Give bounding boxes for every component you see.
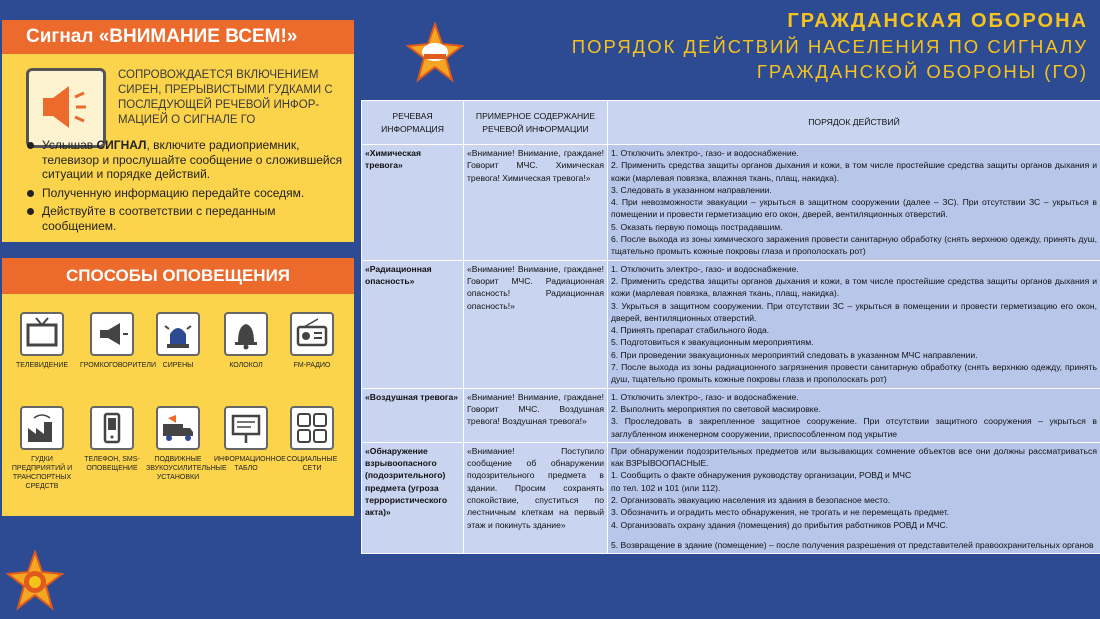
channel-label: СИРЕНЫ: [162, 362, 194, 369]
instruction-item: [24, 138, 344, 182]
action-step: 1. Сообщить о факте обнаружения руководству организации, РОВД и МЧС: [611, 470, 912, 481]
channel-item: [280, 312, 344, 370]
speech-info-cell: «Обнаружение взрывоопасного (подозрительного) предмета (угроза террористического акта)»: [362, 442, 464, 553]
info-board-icon: [224, 406, 268, 450]
action-step: 3. Укрыться в защитном сооружении. При отсутствии ЗС – укрыться в помещении и провести герметизацию его окон, дверей, вентиляционных отверстий.: [611, 300, 1097, 323]
social-networks-icon: [290, 406, 334, 450]
channel-label: ГУДКИ ПРЕДПРИЯТИЙ И ТРАНСПОРТНЫХ СРЕДСТВ: [11, 456, 73, 490]
action-step: 1. Отключить электро-, газо- и водоснабжение.: [611, 263, 799, 274]
action-step: 3. Обозначить и оградить место обнаружения, не трогать и не перемещать предмет.: [611, 507, 950, 518]
radio-icon: [290, 312, 334, 356]
signal-title: Сигнал «ВНИМАНИЕ ВСЕМ!»: [2, 20, 354, 54]
channel-item: [146, 406, 227, 482]
channel-item: [214, 312, 278, 370]
table-row: [362, 145, 1100, 261]
instruction-item: Полученную информацию передайте соседям.: [24, 186, 344, 201]
action-step: 5. Подготовиться к эвакуационным мероприятиям.: [611, 337, 814, 348]
speech-content-cell: «Внимание! Внимание, граждане! Говорит МЧС. Радиационная опасность! Радиационная опасность!»: [464, 260, 608, 388]
action-step: 4. При невозможности эвакуации – укрыться в защитном сооружении (далее – ЗС). При отсутствии ЗС – укрыться в помещении и провести герметизацию его окон, дверей, вентиляционных отверстий.: [611, 197, 1097, 220]
channel-label: ТЕЛЕВИДЕНИЕ: [15, 362, 69, 369]
factory-icon: [20, 406, 64, 450]
actions-cell: [608, 145, 1100, 261]
phone-icon: [90, 406, 134, 450]
signal-description: СОПРОВОЖДАЕТСЯ ВКЛЮЧЕНИЕМ СИРЕН, ПРЕРЫВИСТЫМИ ГУДКАМИ С ПОСЛЕДУЮЩЕЙ РЕЧЕВОЙ ИНФОР-МАЦИЕЙ О СИГНАЛЕ ГО: [118, 69, 333, 126]
channel-label: ТЕЛЕФОН, SMS-ОПОВЕЩЕНИЕ: [84, 456, 140, 472]
action-step: 2. Применить средства защиты органов дыхания и кожи, в том числе простейшие средства защиты органов дыхания и кожи (марлевая повязка, влажная ткань, плащ, накидка).: [611, 160, 1097, 183]
action-step: 2. Организовать эвакуацию населения из здания в безопасное место.: [611, 495, 891, 506]
left-panel: [0, 0, 358, 619]
channel-item: [146, 312, 210, 370]
action-step: 1. Отключить электро-, газо- и водоснабжение.: [611, 148, 799, 158]
action-step: 2. Применить средства защиты органов дыхания и кожи, в том числе простейшие средства защиты органов дыхания и кожи (марлевая повязка, влажная ткань, плащ, накидка).: [611, 275, 1097, 299]
speech-content-cell: «Внимание! Поступило сообщение об обнаружении подозрительного предмета в здании. Просим сохранять спокойствие, спуститься по лестничным клеткам на первый этаж и покинуть здание»: [464, 442, 608, 553]
subtitle-line: ПОРЯДОК ДЕЙСТВИЙ НАСЕЛЕНИЯ ПО СИГНАЛУ: [571, 36, 1088, 57]
instruction-text: Услышав: [42, 138, 97, 152]
channel-item: [10, 406, 74, 491]
action-step: 3. Проследовать в закрепленное защитное сооружение. При отсутствии защитного сооружения – укрыться в заглубленном инженерном сооружении, приспособленном под укрытие: [611, 416, 1097, 439]
speech-content-cell: «Внимание! Внимание, граждане! Говорит МЧС. Воздушная тревога! Воздушная тревога!»: [464, 388, 608, 442]
speaker-icon: [26, 68, 106, 148]
signal-instructions: [24, 138, 344, 237]
truck-icon: [156, 406, 200, 450]
action-step: 3. Следовать в указанном направлении.: [611, 184, 772, 195]
action-step: 5. Возвращение в здание (помещение) – после получения разрешения от представителей правоохранительных органов: [611, 539, 1094, 550]
speech-content-cell: «Внимание! Внимание, граждане! Говорит МЧС. Химическая тревога! Химическая тревога!»: [464, 145, 608, 261]
action-step: 4. Принять препарат стабильного йода.: [611, 325, 770, 336]
speech-info-cell: «Химическая тревога»: [362, 145, 464, 261]
table-header-row: [362, 101, 1100, 145]
channel-item: [280, 406, 344, 473]
channel-label: FM-РАДИО: [293, 362, 331, 369]
action-step: 5. Оказать первую помощь пострадавшим.: [611, 221, 783, 232]
action-step: [611, 531, 1097, 539]
speech-info-cell: «Радиационная опасность»: [362, 260, 464, 388]
action-step: по тел. 102 и 101 (или 112).: [611, 482, 721, 493]
mchs-emblem-icon: [404, 22, 466, 91]
instruction-item: Действуйте в соответствии с переданным сообщением.: [24, 204, 344, 233]
column-header: ПРИМЕРНОЕ СОДЕРЖАНИЕ РЕЧЕВОЙ ИНФОРМАЦИИ: [464, 101, 608, 145]
page-title: [572, 8, 1088, 84]
action-step: 2. Выполнить мероприятия по световой маскировке.: [611, 403, 821, 414]
instruction-text: , включите радиоприемник, телевизор и прослушайте сообщение о сложившейся ситуации и порядке действий.: [42, 138, 343, 181]
actions-cell: [608, 260, 1100, 388]
action-step: 1. Отключить электро-, газо- и водоснабжение.: [611, 391, 799, 402]
channel-item: [80, 406, 144, 473]
action-step: 6. При проведении эвакуационных мероприятий следовать в указанном МЧС направлении.: [611, 349, 978, 360]
channel-label: КОЛОКОЛ: [229, 362, 263, 369]
title-line: ГРАЖДАНСКАЯ ОБОРОНА: [787, 10, 1088, 32]
table-row: [362, 260, 1100, 388]
subtitle-line: ГРАЖДАНСКОЙ ОБОРОНЫ (ГО): [756, 61, 1088, 82]
actions-cell: [608, 442, 1100, 553]
action-step: При обнаружении подозрительных предметов или вызывающих сомнение объектов все они должны рассматриваться как ВЗРЫВООПАСНЫЕ.: [611, 445, 1097, 469]
channel-label: ПОДВИЖНЫЕ ЗВУКОУСИЛИТЕЛЬНЫЕ УСТАНОВКИ: [146, 456, 227, 481]
channel-label: СОЦИАЛЬНЫЕ СЕТИ: [286, 456, 338, 472]
actions-table: [361, 100, 1100, 554]
signal-panel: [2, 20, 354, 242]
bell-icon: [224, 312, 268, 356]
action-step: 6. После выхода из зоны химического заражения провести санитарную обработку (снять верхнюю одежду, принять душ, тщательно промыть кожные покровы глаза и прополоскать рот): [611, 234, 1097, 257]
table-row: [362, 388, 1100, 442]
speech-info-cell: «Воздушная тревога»: [362, 388, 464, 442]
channel-item: [80, 312, 157, 370]
action-step: 7. После выхода из зоны радиационного загрязнения провести санитарную обработку (снять верхнюю одежду, принять душ, тщательно промыть кожные покровы глаза и прополоскать рот): [611, 362, 1097, 385]
column-header: ПОРЯДОК ДЕЙСТВИЙ: [608, 101, 1100, 145]
loudspeaker-icon: [90, 312, 134, 356]
action-step: 4. Организовать охрану здания (помещения) до прибытия работников РОВД и МЧС.: [611, 519, 949, 530]
channel-label: ГРОМКОГОВОРИТЕЛИ: [80, 362, 157, 369]
channel-item: [214, 406, 286, 473]
alert-methods-title: СПОСОБЫ ОПОВЕЩЕНИЯ: [2, 258, 354, 294]
alert-methods-panel: [2, 258, 354, 516]
actions-cell: [608, 388, 1100, 442]
mchs-emblem-icon: [4, 550, 66, 619]
tv-icon: [20, 312, 64, 356]
channel-label: ИНФОРМАЦИОННОЕ ТАБЛО: [214, 456, 286, 472]
table-row: [362, 442, 1100, 553]
column-header: РЕЧЕВАЯ ИНФОРМАЦИЯ: [362, 101, 464, 145]
siren-icon: [156, 312, 200, 356]
channel-item: [10, 312, 74, 370]
instruction-bold: СИГНАЛ: [96, 138, 147, 152]
